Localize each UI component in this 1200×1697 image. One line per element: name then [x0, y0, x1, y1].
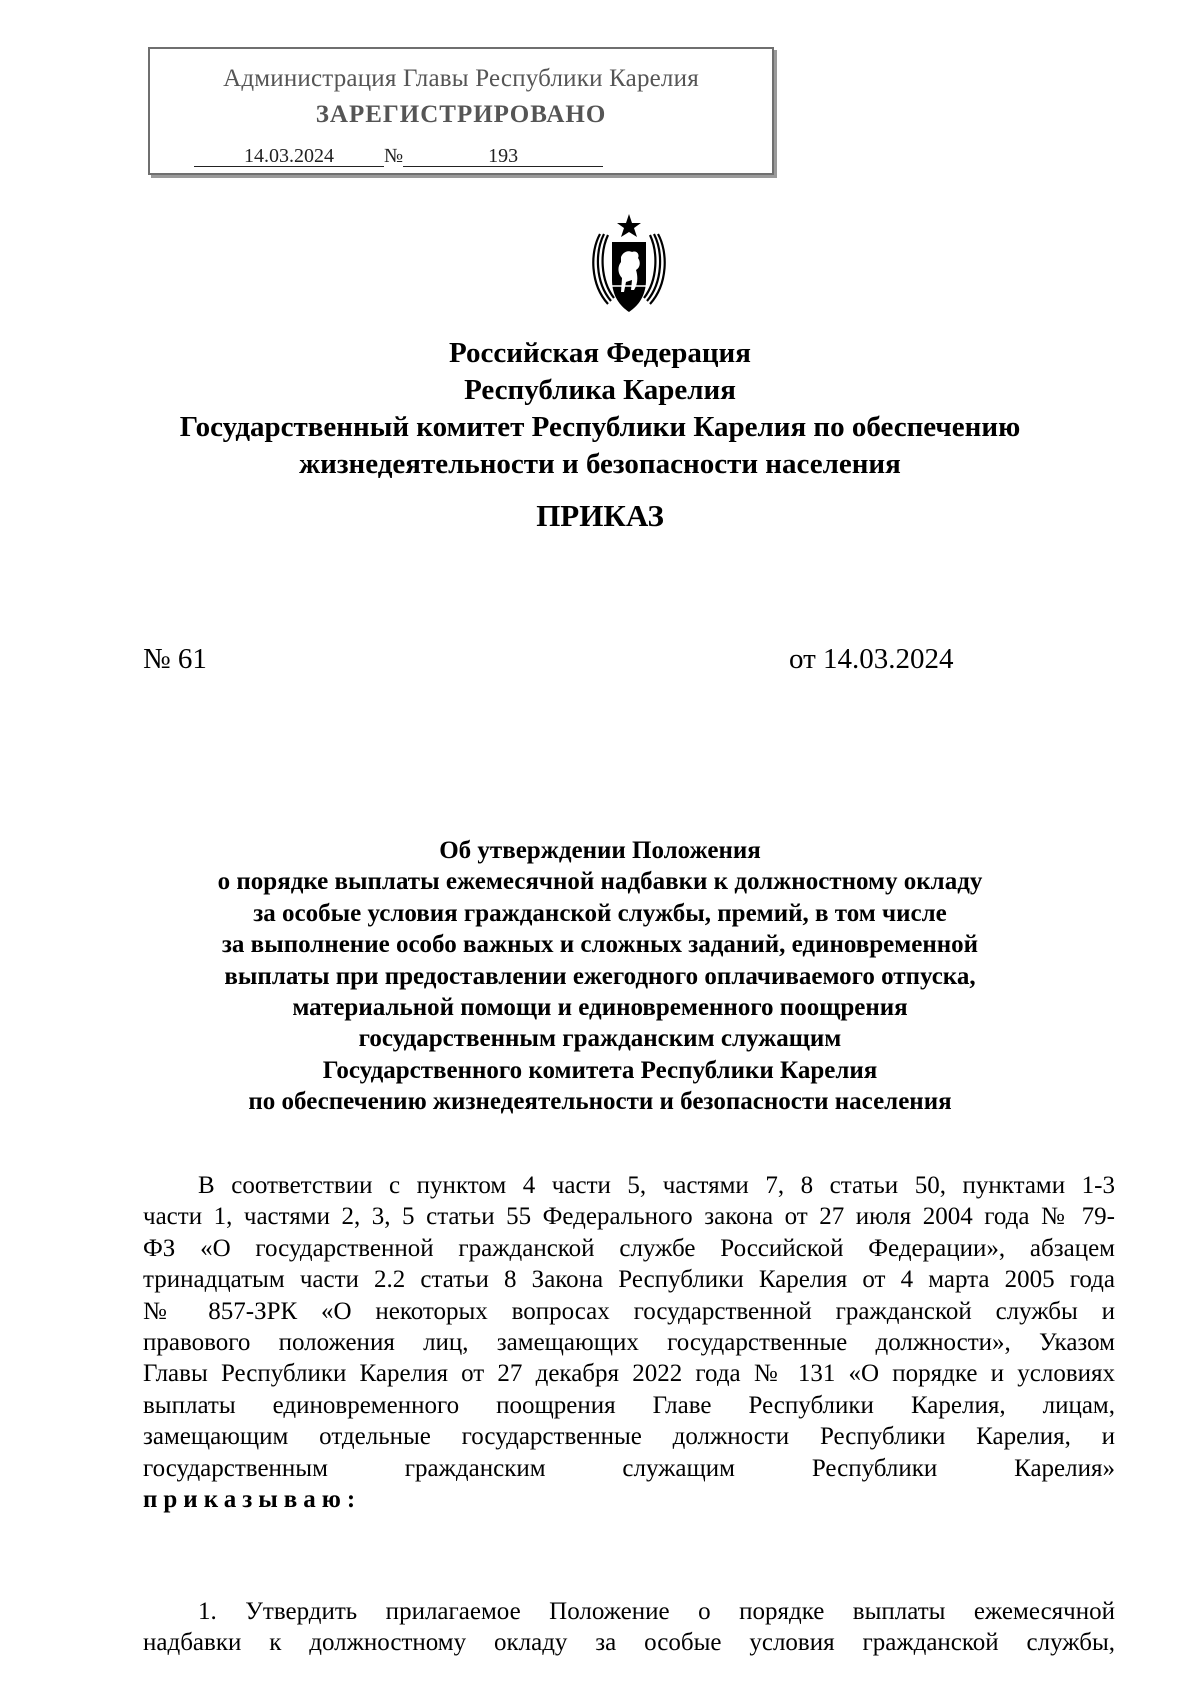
header-committee-line1: Государственный комитет Республики Карелия по обеспечению	[179, 411, 1021, 443]
registration-stamp	[148, 47, 774, 175]
title-line: по обеспечению жизнедеятельности и безопасности населения	[248, 1088, 952, 1116]
title-line: Об утверждении Положения	[439, 837, 761, 864]
title-line: материальной помощи и единовременного поощрения	[292, 994, 908, 1022]
document-title	[0, 835, 1200, 1118]
decree-word: приказываю:	[143, 1485, 362, 1513]
stamp-status: ЗАРЕГИСТРИРОВАНО	[315, 101, 607, 128]
preamble-line: государственным гражданским служащим Республики Карелия»	[143, 1454, 1115, 1482]
item-1-paragraph	[143, 1596, 1115, 1659]
item-line: надбавки к должностному окладу за особые условия гражданской службы,	[143, 1629, 1115, 1657]
preamble-paragraph	[143, 1170, 1115, 1515]
title-line: Государственного комитета Республики Карелия	[322, 1056, 878, 1084]
order-date: от 14.03.2024	[789, 643, 954, 675]
item-line: 1. Утвердить прилагаемое Положение о порядке выплаты ежемесячной	[198, 1598, 1115, 1625]
title-line: государственным гражданским служащим	[358, 1025, 842, 1053]
title-line: выплаты при предоставлении ежегодного оплачиваемого отпуска,	[224, 962, 976, 990]
karelia-coat-of-arms-icon	[586, 212, 672, 324]
preamble-line: Главы Республики Карелия от 27 декабря 2022 года № 131 «О порядке и условиях	[143, 1360, 1115, 1388]
preamble-line: замещающим отдельные государственные должности Республики Карелия, и	[143, 1423, 1115, 1451]
document-type: ПРИКАЗ	[536, 498, 664, 533]
preamble-line: № 857-ЗРК «О некоторых вопросах государственной гражданской службы и	[143, 1297, 1115, 1325]
stamp-date: 14.03.2024	[194, 146, 384, 167]
stamp-registration-line	[194, 145, 603, 168]
preamble-line: части 1, частями 2, 3, 5 статьи 55 Федерального закона от 27 июля 2004 года № 79-	[143, 1203, 1115, 1231]
title-line: за особые условия гражданской службы, премий, в том числе	[253, 899, 947, 927]
stamp-number: 193	[403, 146, 603, 167]
preamble-line: правового положения лиц, замещающих государственные должности», Указом	[143, 1328, 1115, 1356]
header-committee-line2: жизнедеятельности и безопасности населения	[299, 448, 901, 480]
header-country: Российская Федерация	[449, 337, 751, 369]
stamp-number-label: №	[384, 145, 404, 167]
order-number: № 61	[143, 643, 207, 675]
preamble-line: В соответствии с пунктом 4 части 5, частями 7, 8 статьи 50, пунктами 1-3	[198, 1172, 1115, 1199]
preamble-line: тринадцатым части 2.2 статьи 8 Закона Республики Карелия от 4 марта 2005 года	[143, 1266, 1115, 1294]
title-line: о порядке выплаты ежемесячной надбавки к должностному окладу	[217, 868, 983, 896]
preamble-line: выплаты единовременного поощрения Главе Республики Карелия, лицам,	[143, 1391, 1115, 1419]
header-republic: Республика Карелия	[464, 374, 736, 406]
title-line: за выполнение особо важных и сложных заданий, единовременной	[221, 931, 979, 959]
stamp-authority: Администрация Главы Республики Карелия	[223, 65, 699, 92]
preamble-line: ФЗ «О государственной гражданской службе Российской Федерации», абзацем	[143, 1234, 1115, 1262]
